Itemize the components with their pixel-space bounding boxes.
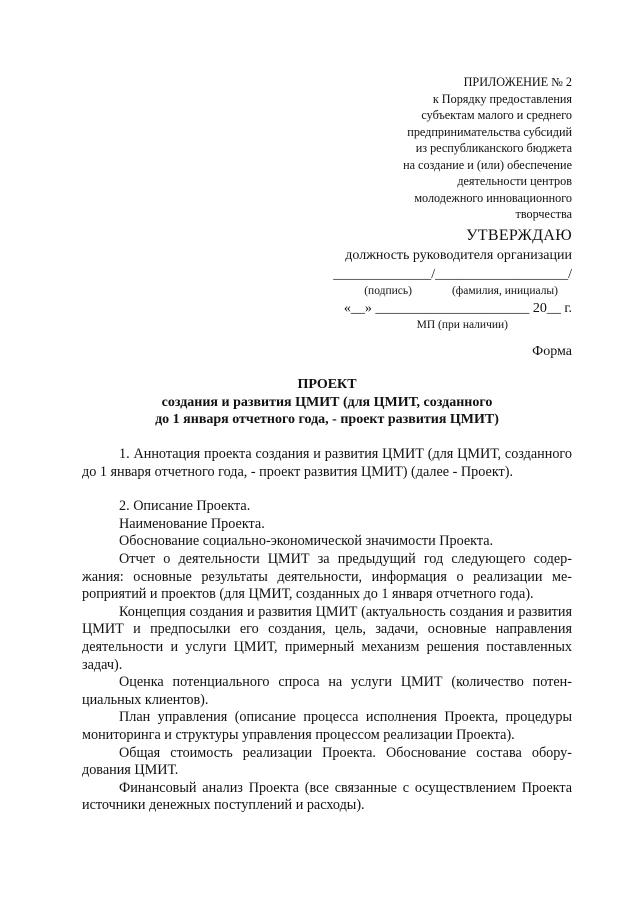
appendix-line: субъектам малого и среднего bbox=[421, 108, 572, 122]
appendix-line: деятельности центров bbox=[457, 174, 572, 188]
heading-subtitle-1: создания и развития ЦМИТ (для ЦМИТ, созданного bbox=[161, 394, 493, 410]
document-heading bbox=[82, 376, 572, 429]
appendix-line: молодежного инновационного bbox=[414, 190, 572, 205]
signature-caption: (подпись) bbox=[364, 285, 412, 297]
appendix-line: на создание и (или) обеспечение bbox=[403, 157, 572, 172]
paragraph-report: Отчет о деятельности ЦМИТ за предыдущий год следующего содержания: основные результаты деятельности, информация о реализации мероприятий и проектов (для ЦМИТ, созданных до 1 января отчетного года). bbox=[82, 550, 572, 603]
name-caption: (фамилия, инициалы) bbox=[451, 285, 558, 297]
heading-title: ПРОЕКТ bbox=[297, 377, 357, 392]
paragraph-management: План управления (описание процесса исполнения Проекта, процедуры мониторинга и структуры управления процессом реализации Проекта). bbox=[82, 709, 572, 743]
signature-line: ______________/___________________/ bbox=[333, 267, 572, 282]
heading-subtitle-2: до 1 января отчетного года, - проект развития ЦМИТ) bbox=[155, 412, 499, 427]
form-label: Форма bbox=[532, 344, 572, 359]
document-body bbox=[82, 446, 572, 815]
signature-captions bbox=[272, 284, 572, 299]
appendix-block bbox=[312, 74, 572, 223]
appendix-line: предпринимательства субсидий bbox=[407, 124, 572, 139]
appendix-line: из республиканского бюджета bbox=[415, 141, 572, 155]
paragraph-concept: Концепция создания и развития ЦМИТ (актуальность создания и развития ЦМИТ и предпосылки его создания, цель, задачи, основные направления деятельности и услуги ЦМИТ, примерный механизм решения поставленных задач). bbox=[82, 603, 572, 673]
paragraph-annotation: 1. Аннотация проекта создания и развития ЦМИТ (для ЦМИТ, созданного до 1 января отчетного года, - проект развития ЦМИТ) (далее - Проект). bbox=[82, 446, 572, 480]
paragraph-demand: Оценка потенциального спроса на услуги ЦМИТ (количество потенциальных клиентов). bbox=[82, 674, 572, 708]
paragraph-name: Наименование Проекта. bbox=[119, 515, 265, 532]
appendix-title: ПРИЛОЖЕНИЕ № 2 bbox=[463, 75, 572, 89]
paragraph-cost: Общая стоимость реализации Проекта. Обоснование состава оборудования ЦМИТ. bbox=[82, 744, 572, 779]
approval-block bbox=[272, 226, 572, 333]
paragraph-description: 2. Описание Проекта. bbox=[119, 498, 251, 515]
appendix-line: к Порядку предоставления bbox=[432, 91, 572, 106]
approval-title: УТВЕРЖДАЮ bbox=[466, 227, 572, 244]
date-line: «__» ______________________ 20__ г. bbox=[343, 301, 572, 316]
appendix-line: творчества bbox=[515, 207, 572, 221]
stamp-caption: МП (при наличии) bbox=[416, 319, 508, 331]
paragraph-finance: Финансовый анализ Проекта (все связанные с осуществлением Проекта источники денежных поступлений и расходы). bbox=[82, 779, 572, 814]
paragraph-justification: Обоснование социально-экономической значимости Проекта. bbox=[119, 533, 494, 550]
position-line: должность руководителя организации bbox=[345, 248, 572, 263]
